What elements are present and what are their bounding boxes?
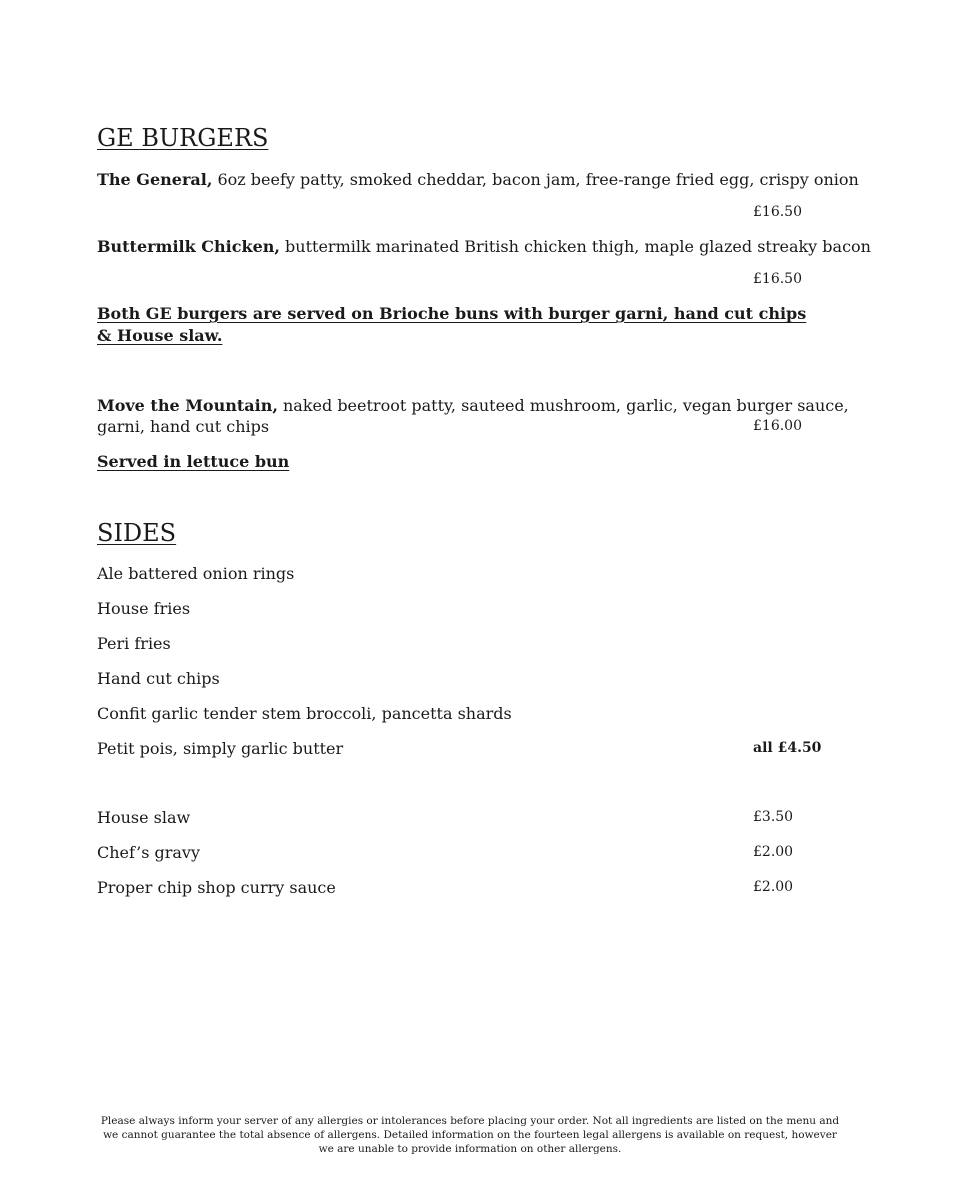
side-item: Confit garlic tender stem broccoli, pancetta shards [97,704,512,723]
menu-item-the-general [97,170,859,189]
burgers-serving-note: Both GE burgers are served on Brioche buns with burger garni, hand cut chips & House slaw. [97,304,807,345]
item-description-continued: garni, hand cut chips [97,417,270,436]
item-name: The General, [97,170,213,189]
vegan-serving-note: Served in lettuce bun [97,452,290,471]
sides-group-price: all £4.50 [753,740,822,756]
extra-item-name: House slaw [97,808,191,827]
burgers-section-title: GE BURGERS [97,124,269,152]
extra-item-price: £2.00 [753,879,794,895]
menu-item-move-the-mountain [97,396,849,415]
extra-item-name: Chef’s gravy [97,843,201,862]
menu-item-buttermilk-chicken [97,237,871,256]
item-description: 6oz beefy patty, smoked cheddar, bacon jam, free-range fried egg, crispy onion [212,170,859,189]
side-item: Peri fries [97,634,171,653]
extra-item-price: £3.50 [753,809,794,825]
extra-item-price: £2.00 [753,844,794,860]
item-name: Move the Mountain, [97,396,278,415]
item-price: £16.00 [753,418,802,434]
extra-item-name: Proper chip shop curry sauce [97,878,336,897]
side-item: Ale battered onion rings [97,564,295,583]
sides-section-title: SIDES [97,519,177,547]
item-description: naked beetroot patty, sauteed mushroom, garlic, vegan burger sauce, [277,396,849,415]
item-description: buttermilk marinated British chicken thigh, maple glazed streaky bacon [279,237,871,256]
item-price: £16.50 [753,204,802,220]
allergen-disclaimer: Please always inform your server of any allergies or intolerances before placing your order. Not all ingredients are listed on the menu and we cannot guarantee the total absence of allergens. Detailed information on the fourteen legal allergens is available on request, however we are unable to provide information on other allergens. [100,1115,840,1155]
side-item: Petit pois, simply garlic butter [97,739,344,758]
item-name: Buttermilk Chicken, [97,237,280,256]
side-item: House fries [97,599,191,618]
item-price: £16.50 [753,271,802,287]
side-item: Hand cut chips [97,669,220,688]
